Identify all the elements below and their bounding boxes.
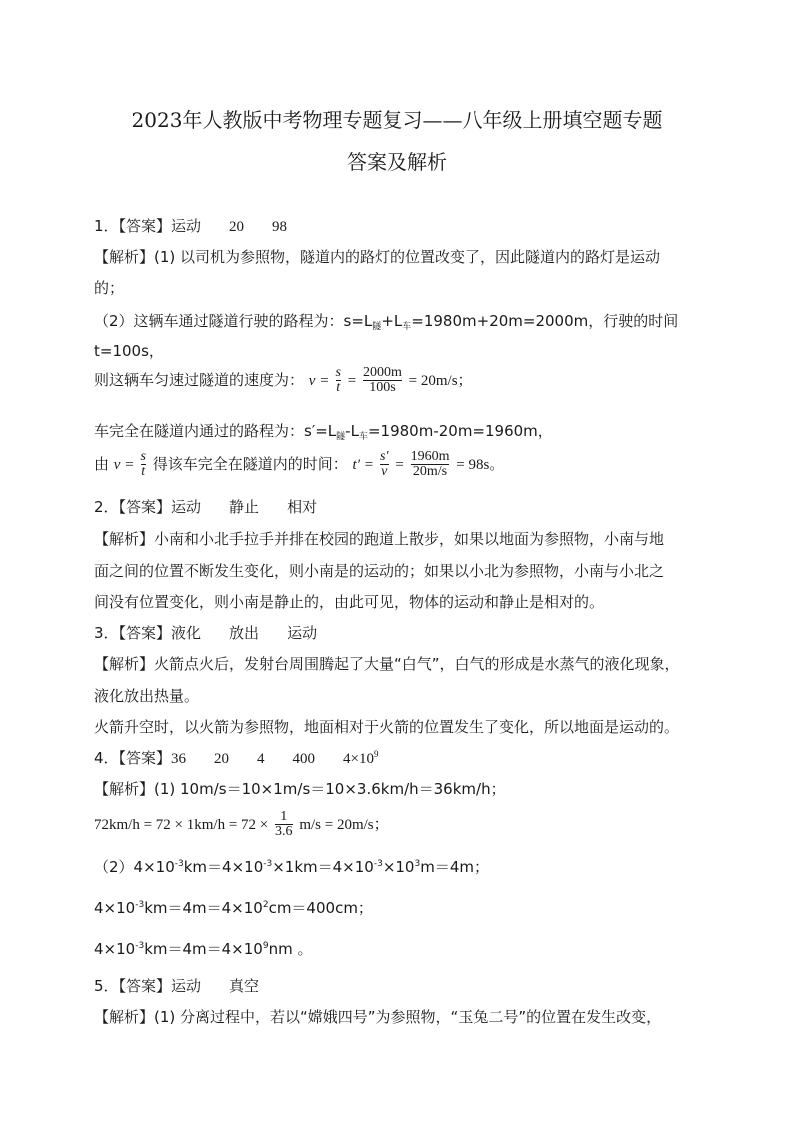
q4-exp3-7: 3	[414, 859, 421, 869]
q1-answer	[94, 215, 287, 236]
q1-exp2-post: =1980m+20m=2000m，行驶的时间	[411, 312, 679, 330]
q4-exp5-1: -3	[135, 941, 145, 951]
q5-answer	[94, 975, 259, 996]
q1-exp4-pre: 车完全在隧道内通过的路程为：s′=L	[94, 422, 337, 440]
q4-answer-5-exp: 9	[374, 749, 379, 759]
q2-explanation-3: 间没有位置变化，则小南是静止的，由此可见，物体的运动和静止是相对的。	[94, 593, 605, 611]
q4-answer-5-base: 4×10	[343, 751, 375, 767]
q3-answer-3: 运动	[287, 624, 318, 642]
q4-explanation-1: 【解析】(1) 10m/s＝10×1m/s＝10×3.6km/h＝36km/h；	[94, 780, 506, 798]
q1-2000: 2000m	[362, 365, 402, 380]
q1-exp2-sub2: 车	[402, 322, 412, 332]
q3-answer-2: 放出	[229, 624, 260, 642]
q4-exp3-3: -3	[263, 859, 273, 869]
q1-exp4-sub2: 车	[358, 432, 368, 442]
q1-s-num-2: s	[140, 449, 146, 464]
q4-1-over-3_6	[275, 810, 293, 839]
q1-exp4-sub1: 隧	[336, 432, 346, 442]
q1-sprime: s′	[380, 449, 389, 464]
q1-t-den: t	[336, 380, 341, 395]
q4-exp5-4: nm 。	[268, 940, 313, 958]
q4-explanation-2	[94, 810, 389, 839]
q4-exp5-3: 9	[262, 941, 269, 951]
q4-answer	[94, 747, 379, 768]
q4-exp3-4: ×1km＝4×10	[272, 858, 374, 876]
q5-answer-2: 真空	[229, 977, 260, 995]
q4-exp4-0: 4×10	[94, 899, 136, 917]
q1-explanation-1b: 的；	[94, 279, 125, 297]
q4-exp3-6: ×10	[382, 858, 415, 876]
q1-v-den: v	[381, 464, 388, 479]
q4-exp5-2: km＝4m＝4×10	[144, 940, 263, 958]
q4-exp2-post: m/s = 20m/s；	[299, 817, 389, 833]
q1-sprime-over-v	[380, 450, 389, 479]
q1-20: 20m/s	[411, 464, 450, 479]
q1-tprime: t′	[352, 457, 360, 473]
q1-exp2-pre: （2）这辆车通过隧道行驶的路程为：s=L	[94, 312, 373, 330]
q1-eq-3: =	[125, 457, 134, 473]
q1-exp4-post: =1980m-20m=1960m，	[367, 422, 553, 440]
q4-explanation-3	[94, 856, 489, 877]
q1-eq-2: =	[347, 373, 357, 389]
q1-exp4-mid: -L	[345, 422, 359, 440]
q3-answer-head: 3．【答案】液化	[94, 624, 202, 642]
q1-exp5-mid: 得该车完全在隧道内的时间：	[152, 455, 348, 473]
q4-answer-3: 4	[257, 751, 265, 767]
q5-answer-head: 5．【答案】运动	[94, 977, 202, 995]
q1-eq-4: =	[364, 457, 374, 473]
q1-speed-formula	[94, 366, 473, 395]
q1-t-den-2: t	[141, 464, 146, 479]
q1-1960-over-20	[411, 450, 450, 479]
q1-answer-2: 20	[229, 219, 245, 235]
q1-answer-3: 98	[272, 219, 288, 235]
q1-explanation-4	[94, 420, 553, 442]
q1-exp3-pre: 则这辆车匀速过隧道的速度为：	[94, 371, 305, 389]
q3-explanation-1: 【解析】火箭点火后，发射台周围腾起了大量“白气”，白气的形成是水蒸气的液化现象，	[94, 655, 680, 673]
q5-explanation-1: 【解析】(1) 分离过程中，若以“嫦娥四号”为参照物，“玉兔二号”的位置在发生改变，	[94, 1008, 662, 1026]
q1-speed-result: = 20m/s；	[408, 373, 473, 389]
q4-explanation-5	[94, 938, 312, 959]
q1-s-over-t-2	[141, 450, 146, 479]
q4-answer-4: 400	[292, 751, 316, 767]
q4-exp3-2: km＝4×10	[183, 858, 264, 876]
q4-exp3-8: m＝4m；	[420, 858, 489, 876]
q4-three-point-six: 3.6	[275, 824, 293, 839]
q1-exp2-sub1: 隧	[372, 322, 382, 332]
q1-time-result: = 98s。	[456, 457, 505, 473]
q4-exp3-1: -3	[174, 859, 184, 869]
q1-explanation-2b: t=100s，	[94, 342, 164, 360]
q2-answer-2: 静止	[229, 498, 260, 516]
q4-explanation-4	[94, 897, 373, 918]
q4-exp4-4: cm＝400cm；	[268, 899, 373, 917]
q3-explanation-2: 液化放出热量。	[94, 687, 200, 705]
q2-explanation-2: 面之间的位置不断发生变化，则小南是的运动的；如果以小北为参照物，小南与小北之	[94, 562, 665, 580]
q1-v-symbol: v	[308, 373, 316, 389]
q1-exp2-mid: +L	[381, 312, 403, 330]
q1-explanation-1: 【解析】(1) 以司机为参照物，隧道内的路灯的位置改变了，因此隧道内的路灯是运动	[94, 248, 661, 266]
q1-exp5-pre: 由	[94, 455, 110, 473]
q4-answer-2: 20	[214, 751, 230, 767]
q1-eq-5: =	[395, 457, 404, 473]
q4-exp2-pre: 72km/h = 72 × 1km/h = 72 ×	[94, 817, 269, 833]
q2-answer-head: 2．【答案】运动	[94, 498, 202, 516]
q4-answer-1: 36	[171, 751, 187, 767]
q1-explanation-2	[94, 310, 678, 332]
q1-s-over-t	[336, 366, 341, 395]
q4-exp5-0: 4×10	[94, 940, 136, 958]
q1-eq-1: =	[320, 373, 329, 389]
q4-exp4-3: 2	[262, 900, 269, 910]
q4-exp3-5: -3	[373, 859, 383, 869]
q1-answer-head: 1．【答案】运动	[94, 217, 202, 235]
q1-time-formula	[94, 450, 504, 479]
q4-answer-head: 4．【答案】	[94, 749, 172, 767]
q3-explanation-3: 火箭升空时，以火箭为参照物，地面相对于火箭的位置发生了变化，所以地面是运动的。	[94, 718, 680, 736]
document-title: 2023年人教版中考物理专题复习——八年级上册填空题专题	[131, 108, 663, 132]
document-subtitle: 答案及解析	[347, 150, 447, 174]
q2-answer	[94, 496, 317, 517]
q1-s-num: s	[335, 365, 341, 380]
q4-exp3-0: （2）4×10	[94, 858, 175, 876]
q4-exp4-2: km＝4m＝4×10	[144, 899, 263, 917]
q1-100: 100s	[363, 380, 402, 395]
q2-answer-3: 相对	[287, 498, 318, 516]
q4-exp4-1: -3	[135, 900, 145, 910]
q1-2000-over-100	[363, 366, 402, 395]
q1-v-symbol-2: v	[113, 457, 121, 473]
q3-answer	[94, 622, 317, 643]
q1-1960: 1960m	[410, 449, 450, 464]
q2-explanation-1: 【解析】小南和小北手拉手并排在校园的跑道上散步，如果以地面为参照物，小南与地	[94, 530, 665, 548]
q4-one: 1	[280, 809, 288, 824]
